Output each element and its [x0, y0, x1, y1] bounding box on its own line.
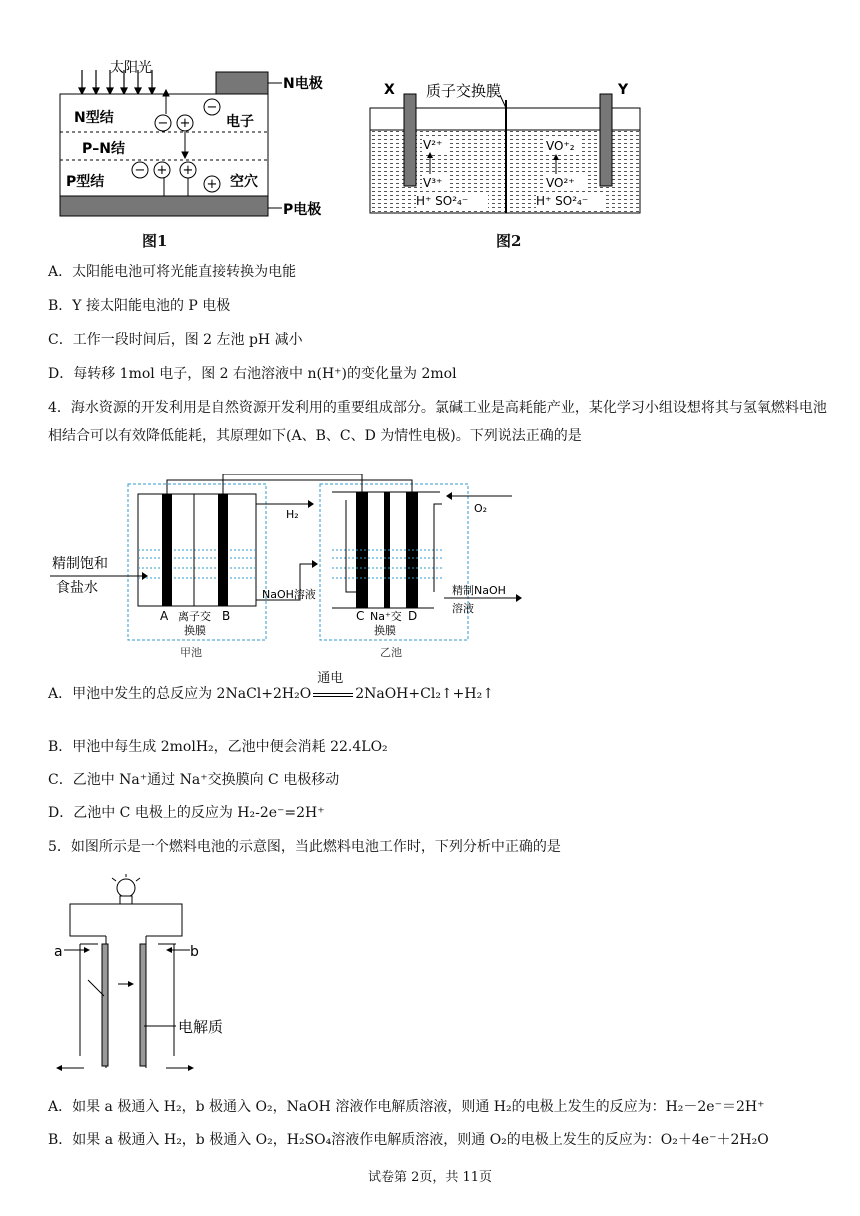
fig1-p-type-label: P型结	[66, 174, 105, 190]
svg-text:−: −	[206, 100, 218, 115]
fig2-right-bottom: H⁺ SO²₄⁻	[536, 194, 589, 208]
q4-fig-mem-right-2: 换膜	[374, 624, 396, 637]
q4-option-a-pre: A．甲池中发生的总反应为 2NaCl+2H₂O	[48, 686, 312, 702]
fig1-n-electrode-label: N电极	[283, 76, 323, 92]
q4-fig-naoh-label: NaOH溶液	[262, 588, 316, 601]
q4-fig-na-mem: Na⁺交	[370, 610, 402, 623]
q4-fig-pool2: 乙池	[380, 646, 402, 659]
q4-option-c: C．乙池中 Na⁺通过 Na⁺交换膜向 C 电极移动	[48, 772, 340, 788]
fig2-x-label: X	[384, 82, 395, 98]
fig2-right-ion-bottom: VO²⁺	[546, 176, 575, 190]
q4-condition-text: 通电	[317, 671, 344, 686]
fig1-pn-label: P–N结	[82, 141, 125, 157]
q4-stem: 4．海水资源的开发利用是自然资源开发利用的重要组成部分。氯碱工业是高耗能产业，某化学习小组设想将其与氢氧燃料电池相结合可以有效降低能耗，其原理如下(A、B、C、D 为情性电极)。下列说法正确的是	[48, 400, 827, 444]
page-footer: 试卷第 2页，共 11页	[367, 1170, 493, 1185]
svg-text:−: −	[134, 163, 146, 178]
q5-fig-b-label: b	[190, 944, 199, 960]
q4-condition	[311, 671, 355, 704]
q3-option-d: D．每转移 1mol 电子，图 2 右池溶液中 n(H⁺)的变化量为 2mol	[48, 366, 457, 382]
fig2-left-ion-top: V²⁺	[423, 138, 443, 152]
fig2-left-ion-bottom: V³⁺	[423, 176, 443, 190]
fig1-hole-label: 空穴	[230, 174, 258, 190]
q3-option-c: C．工作一段时间后，图 2 左池 pH 减小	[48, 332, 303, 348]
q4-fig-h2-label: H₂	[286, 508, 299, 521]
q4-option-a-post: 2NaOH+Cl₂↑+H₂↑	[355, 686, 494, 702]
fig2-membrane-label: 质子交换膜	[426, 82, 502, 100]
q4-option-b: B．甲池中每生成 2molH₂，乙池中便会消耗 22.4LO₂	[48, 739, 388, 755]
fig2-y-label: Y	[618, 82, 629, 98]
q4-fig-out-1: 精制NaOH	[452, 584, 506, 597]
svg-text:+: +	[182, 163, 194, 178]
q4-fig-d: D	[408, 609, 418, 623]
q5-option-a: A．如果 a 极通入 H₂，b 极通入 O₂，NaOH 溶液作电解质溶液，则通 H₂的电极上发生的反应为：H₂－2e⁻＝2H⁺	[48, 1099, 765, 1115]
q4-fig-out-2: 溶液	[452, 602, 474, 615]
q4-fig-o2-label: O₂	[474, 502, 488, 515]
q3-option-a: A．太阳能电池可将光能直接转换为电能	[48, 264, 297, 280]
fig1-electron-label: 电子	[226, 114, 254, 130]
svg-text:−: −	[157, 116, 169, 131]
fig1-n-type-label: N型结	[74, 110, 114, 126]
q4-fig-mem-left-2: 换膜	[184, 624, 206, 637]
fig1-sunlight-label: 太阳光	[110, 60, 152, 76]
figure-1-solar-cell	[40, 50, 360, 250]
svg-text:+: +	[179, 116, 191, 131]
svg-text:+: +	[206, 177, 218, 192]
q4-fig-feed-1: 精制饱和	[52, 556, 108, 572]
q4-fig-a: A	[160, 609, 169, 623]
q4-option-d: D．乙池中 C 电极上的反应为 H₂-2e⁻=2H⁺	[48, 805, 325, 821]
figure-2-flow-battery	[360, 70, 660, 230]
q5-option-b: B．如果 a 极通入 H₂，b 极通入 O₂，H₂SO₄溶液作电解质溶液，则通 O₂的电极上发生的反应为：O₂＋4e⁻＋2H₂O	[48, 1132, 769, 1148]
fig1-caption: 图1	[142, 232, 168, 250]
q4-fig-mem-left-1: 离子交	[178, 610, 211, 623]
q4-fig-pool1: 甲池	[180, 646, 202, 659]
q4-option-a	[48, 671, 494, 704]
svg-text:+: +	[156, 163, 168, 178]
q5-fig-electrolyte-label: 电解质	[178, 1018, 224, 1036]
figure-q4-chlor-alkali	[50, 474, 530, 664]
q4-fig-c: C	[356, 609, 365, 623]
q4-fig-b: B	[222, 609, 231, 623]
q4-fig-feed-2: 食盐水	[56, 580, 98, 596]
figure-q5-fuel-cell	[50, 868, 270, 1080]
q3-option-b: B．Y 接太阳能电池的 P 电极	[48, 298, 231, 314]
fig2-right-ion-top: VO⁺₂	[546, 139, 575, 153]
fig2-left-bottom: H⁺ SO²₄⁻	[416, 194, 469, 208]
q5-stem: 5．如图所示是一个燃料电池的示意图，当此燃料电池工作时，下列分析中正确的是	[48, 839, 561, 855]
q5-fig-a-label: a	[54, 944, 63, 960]
fig1-p-electrode-label: P电极	[283, 202, 322, 218]
fig2-caption: 图2	[496, 232, 522, 250]
